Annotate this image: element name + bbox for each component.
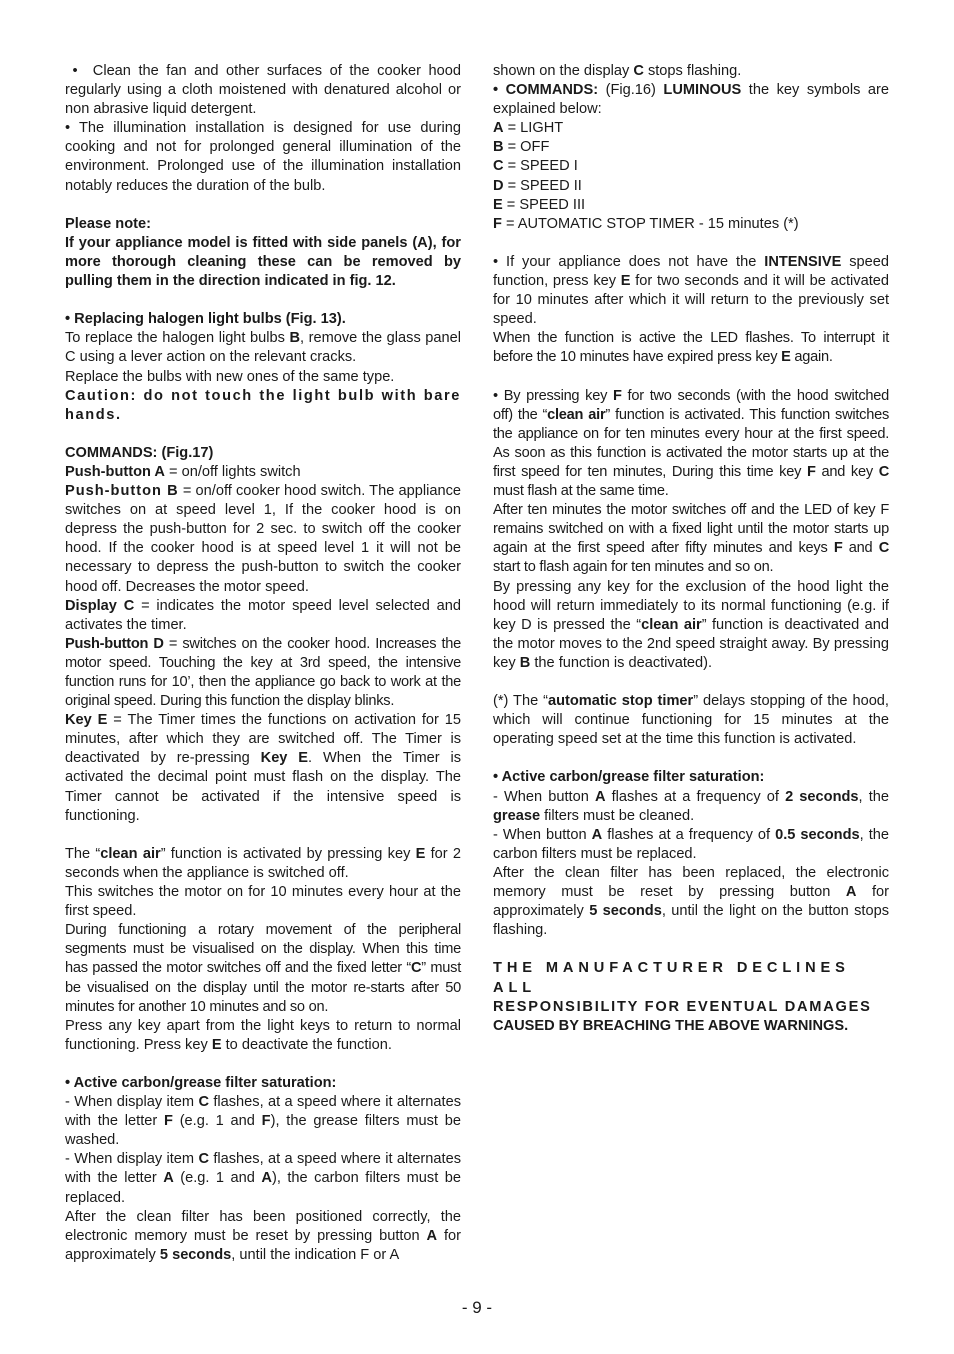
paragraph-illumination: • The illumination installation is designed for use during cooking and not for prolonged general illumination of the environment. Prolonged use of the illumination installation notably reduces the duration of the bulb. [65,120,461,194]
warning-line-2: RESPONSIBILITY FOR EVENTUAL DAMAGES [493,998,872,1015]
clean-air-intro: The “clean air” function is activated by pressing key E for 2 seconds when the appliance is switched off. [65,845,461,881]
warning-line-3: CAUSED BY BREACHING THE ABOVE WARNINGS. [493,1017,849,1034]
right-column [493,62,889,1036]
clean-air-right: • By pressing key F for two seconds (with the hood switched off) the “clean air” function is activated. This function switches the appliance on for ten minutes every hour at the first speed. As soon as this function is activated the motor starts up at the first speed for ten minutes, During this time key F and key C must flash at the same time. [493,387,890,500]
key-f-timer: F = AUTOMATIC STOP TIMER - 15 minutes (*) [493,215,799,232]
halogen-title: • Replacing halogen light bulbs (Fig. 13). [65,311,346,328]
caution-text: Caution: do not touch the light bulb with bare hands. [65,387,461,423]
note-title: Please note: [65,215,151,232]
filter-title: • Active carbon/grease filter saturation: [65,1074,337,1091]
intensive-paragraph: • If your appliance does not have the INTENSIVE speed function, press key E for two seconds and it will be activated for 10 minutes after which it will return to the previously set speed. [493,253,889,328]
display-continuation: shown on the display C stops flashing. [493,63,742,79]
key-a-light: A = LIGHT [493,120,564,137]
clean-air-deactivate: Press any key apart from the light keys to return to normal functioning. Press key E to deactivate the function. [65,1017,461,1053]
clean-air-motor: This switches the motor on for 10 minutes every hour at the first speed. [65,884,461,920]
key-e-speed-3: E = SPEED III [493,196,586,213]
filter-reset: After the clean filter has been positioned correctly, the electronic memory must be reset by pressing button A for approximately 5 seconds, until the indication F or A [65,1208,461,1263]
push-button-b: Push-button B = on/off cooker hood switch. The appliance switches on at speed level 1, If the cooker hood is on depress the push-button for 2 sec. to switch off the cooker hood. If the cooker hood is at speed level 1 it will not be necessary to depress the push-button to switch the cooker hood off. Decreases the motor speed. [65,483,461,595]
paragraph-clean-fan: • Clean the fan and other surfaces of the cooker hood regularly using a cloth moistened with denatured alcohol or non abrasive liquid detergent. [65,63,461,118]
clean-air-display: During functioning a rotary movement of the peripheral segments must be visualised on the display. When this time has passed the motor switches off and the fixed letter “C” must be visualised on the display until the motor re-starts after 50 minutes for another 10 minutes and so on. [65,922,461,1015]
key-d-speed-2: D = SPEED II [493,177,582,194]
key-e: Key E = The Timer times the functions on activation for 15 minutes, after which they are switched off. The Timer is deactivated by re-pressing Key E. When the Timer is activated the decimal point must flash on the display. The Timer cannot be activated if the intensive speed is functioning. [65,712,461,824]
note-body: If your appliance model is fitted with side panels (A), for more thorough cleaning these can be removed by pulling them in the direction indicated in fig. 12. [65,234,461,290]
key-c-speed-1: C = SPEED I [493,158,578,175]
automatic-stop-timer: (*) The “automatic stop timer” delays stopping of the hood, which will continue functioning for 15 minutes at the operating speed set at the time this function is activated. [493,693,889,748]
clean-air-after: After ten minutes the motor switches off and the LED of key F remains switched on with a fixed light until the motor starts up again at the first speed after fifty minutes and keys F and C start to flash again for ten minutes and so on. [493,502,889,576]
push-button-a: Push-button A = on/off lights switch [65,463,301,480]
filter-title-right: • Active carbon/grease filter saturation: [493,769,765,786]
page-number: - 9 - [461,1298,493,1317]
filter-grease-right: - When button A flashes at a frequency of 2 seconds, the grease filters must be cleaned. [493,788,889,824]
push-button-d: Push-button D = switches on the cooker hood. Increases the motor speed. Touching the key at 3rd speed, the intensive function runs for 10’, then the appliance go back to work at the original speed. During this function the display blinks. [65,635,461,710]
warning-line-1: THE MANUFACTURER DECLINES ALL [493,960,850,996]
filter-reset-right: After the clean filter has been replaced, the electronic memory must be reset by pressing button A for approximately 5 seconds, until the light on the button stops flashing. [493,864,889,939]
commands-title: COMMANDS: (Fig.17) [65,444,214,461]
halogen-replace: Replace the bulbs with new ones of the same type. [65,368,395,385]
filter-carbon-right: - When button A flashes at a frequency of 0.5 seconds, the carbon filters must be replaced. [493,826,889,862]
filter-grease: - When display item C flashes, at a speed where it alternates with the letter F (e.g. 1 and F), the grease filters must be washed. [65,1094,461,1149]
left-column [65,62,461,1265]
commands-luminous: • COMMANDS: (Fig.16) LUMINOUS the key symbols are explained below: [493,82,889,118]
clean-air-exclusion: By pressing any key for the exclusion of the hood light the hood will return immediately to its normal functioning (e.g. if key D is pressed the “clean air” function is deactivated and the motor moves to the 2nd speed straight away. By pressing key B the function is deactivated). [493,578,889,671]
filter-carbon: - When display item C flashes, at a speed where it alternates with the letter A (e.g. 1 and A), the carbon filters must be replaced. [65,1151,461,1206]
display-c: Display C = indicates the motor speed level selected and activates the timer. [65,597,461,633]
key-b-off: B = OFF [493,139,550,156]
halogen-instructions: To replace the halogen light bulbs B, remove the glass panel C using a lever action on the relevant cracks. [65,330,461,366]
intensive-led: When the function is active the LED flashes. To interrupt it before the 10 minutes have expired press key E again. [493,330,889,366]
